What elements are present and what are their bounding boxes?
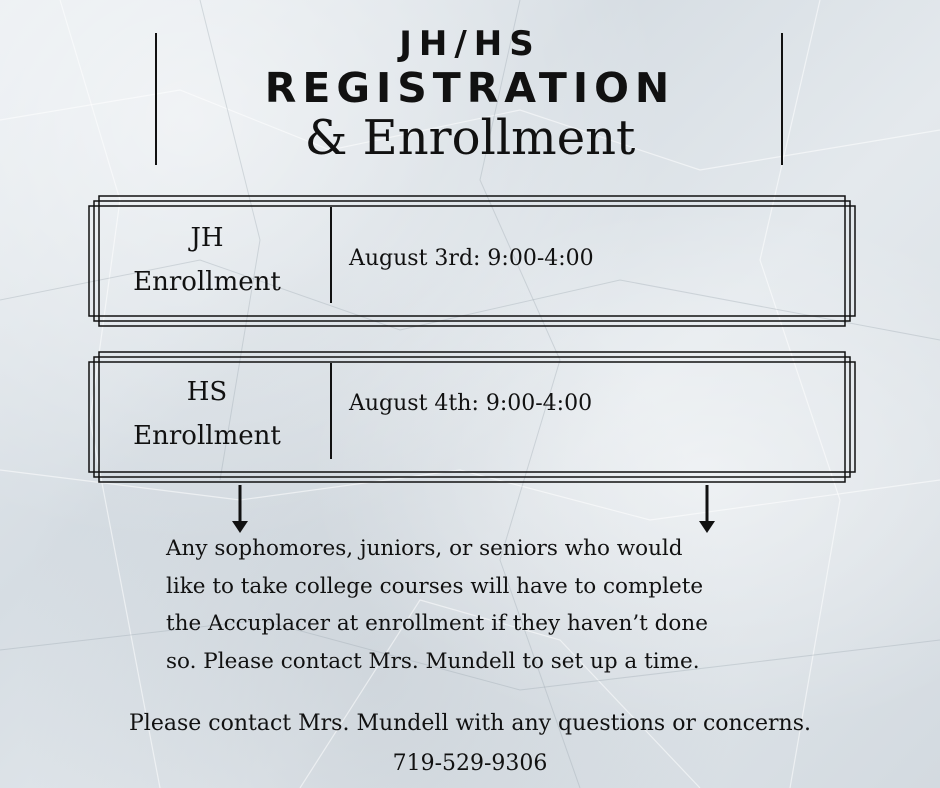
hs-label [87, 370, 327, 458]
arrow-down-icon-left [230, 485, 250, 535]
college-courses-note [166, 530, 786, 680]
contact-section [0, 704, 940, 784]
note-line-1: Any sophomores, juniors, or seniors who would [166, 536, 683, 561]
jh-date: August 3rd: 9:00-4:00 [349, 246, 594, 271]
hs-label-line2: Enrollment [133, 421, 281, 451]
jh-enrollment-box [87, 194, 857, 328]
arrow-down-icon-right [697, 485, 717, 535]
hs-label-line1: HS [186, 377, 228, 407]
note-line-3: the Accuplacer at enrollment if they haven’t done [166, 611, 708, 636]
note-line-4: so. Please contact Mrs. Mundell to set up a time. [166, 648, 700, 674]
hs-box-divider [330, 363, 332, 459]
hs-enrollment-box [87, 350, 857, 484]
contact-phone: 719-529-9306 [392, 751, 548, 776]
jh-label-line2: Enrollment [133, 267, 281, 297]
contact-text: Please contact Mrs. Mundell with any questions or concerns. [129, 711, 811, 736]
jh-box-divider [330, 207, 332, 303]
note-line-2: like to take college courses will have to complete [166, 573, 704, 599]
jh-label [87, 216, 327, 304]
hs-date: August 4th: 9:00-4:00 [349, 391, 593, 416]
title-line-3: & Enrollment [304, 110, 636, 166]
title-line-1: JH/HS [399, 24, 541, 64]
jh-label-line1: JH [190, 223, 224, 253]
title-line-2: REGISTRATION [264, 64, 676, 112]
